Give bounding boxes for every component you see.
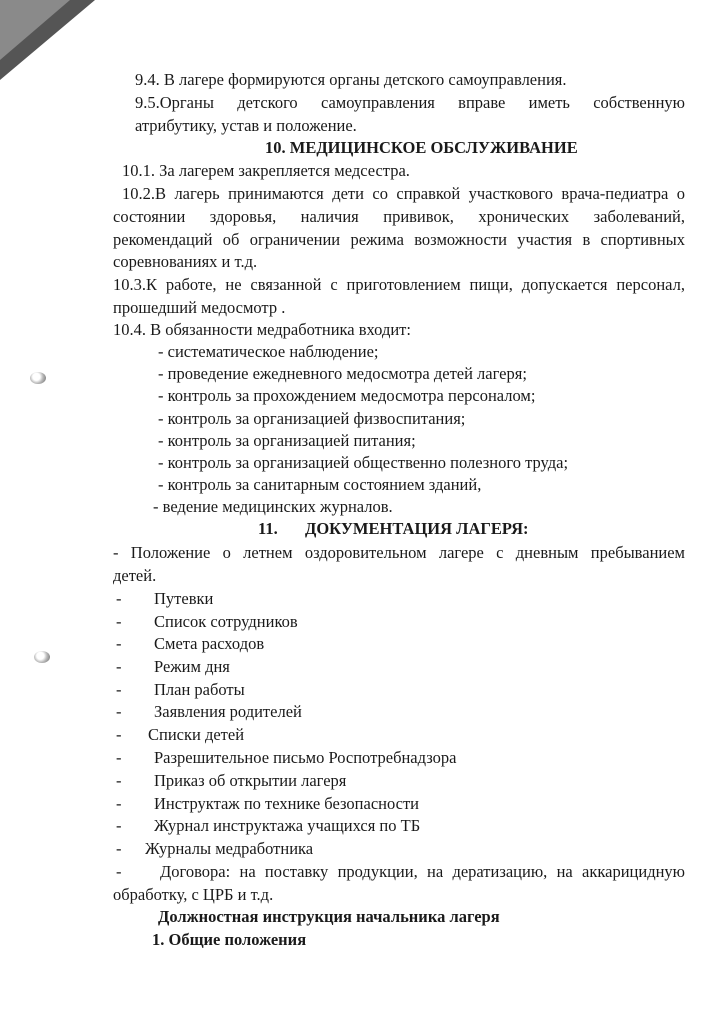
paragraph-10-4: 10.4. В обязанности медработника входит: [113, 320, 411, 339]
list-dash: - [116, 702, 122, 721]
doc-item: Список сотрудников [154, 612, 298, 631]
section-11-number: 11. [258, 519, 278, 538]
doc-item: План работы [154, 680, 245, 699]
doc-item: Заявления родителей [154, 702, 302, 721]
folded-corner-shade [0, 0, 70, 60]
paragraph-10-2-line-2: состоянии здоровья, наличия прививок, хронических заболеваний, [113, 207, 685, 226]
list-dash: - [116, 589, 122, 608]
paragraph-10-2-line-3: рекомендаций об ограничении режима возможности участия в спортивных [113, 230, 685, 249]
doc-item: Приказ об открытии лагеря [154, 771, 347, 790]
list-dash: - [116, 680, 122, 699]
duty-item: - систематическое наблюдение; [158, 342, 379, 361]
doc-item: Режим дня [154, 657, 230, 676]
section-11-heading: ДОКУМЕНТАЦИЯ ЛАГЕРЯ: [305, 519, 529, 538]
list-dash: - [116, 862, 122, 881]
duty-item: - контроль за организацией физвоспитания; [158, 409, 466, 428]
duty-item: - контроль за санитарным состоянием зданий, [158, 475, 482, 494]
list-dash: - [116, 839, 122, 858]
job-description-title: Должностная инструкция начальника лагеря [158, 907, 500, 926]
list-dash: - [116, 794, 122, 813]
list-dash: - [116, 634, 122, 653]
paragraph-10-3-line-2: прошедший медосмотр . [113, 298, 286, 317]
punch-hole-top [30, 372, 46, 384]
doc-item-contracts-line-2: обработку, с ЦРБ и т.д. [113, 885, 274, 904]
doc-item: Разрешительное письмо Роспотребнадзора [154, 748, 457, 767]
list-dash: - [116, 816, 122, 835]
paragraph-9-5-line-1: 9.5.Органы детского самоуправления вправе иметь собственную [135, 93, 685, 112]
list-dash: - [116, 771, 122, 790]
doc-item: Журналы медработника [145, 839, 314, 858]
duty-item: - контроль за организацией питания; [158, 431, 416, 450]
doc-item: Путевки [154, 589, 214, 608]
paragraph-10-1: 10.1. За лагерем закрепляется медсестра. [122, 161, 410, 180]
doc-item: Журнал инструктажа учащихся по ТБ [154, 816, 421, 835]
list-dash: - [116, 612, 122, 631]
paragraph-9-4: 9.4. В лагере формируются органы детского самоуправления. [135, 70, 567, 89]
doc-item-contracts-line-1: Договора: на поставку продукции, на дератизацию, на аккарицидную [160, 862, 685, 881]
paragraph-10-2-line-4: соревнованиях и т.д. [113, 252, 258, 271]
paragraph-10-2-line-1: 10.2.В лагерь принимаются дети со справкой участкового врача-педиатра о [122, 184, 685, 203]
doc-item-regulation-line-1: - Положение о летнем оздоровительном лагере с дневным пребыванием [113, 543, 685, 562]
general-provisions-heading: 1. Общие положения [152, 930, 307, 949]
punch-hole-bottom [34, 651, 50, 663]
doc-item: Списки детей [148, 725, 245, 744]
duty-item: - контроль за прохождением медосмотра персоналом; [158, 386, 536, 405]
doc-item: Смета расходов [154, 634, 265, 653]
list-dash: - [116, 748, 122, 767]
paragraph-9-5-line-2: атрибутику, устав и положение. [135, 116, 357, 135]
paragraph-10-3-line-1: 10.3.К работе, не связанной с приготовлением пищи, допускается персонал, [113, 275, 685, 294]
doc-item: Инструктаж по технике безопасности [154, 794, 420, 813]
duty-item: - ведение медицинских журналов. [153, 497, 393, 516]
list-dash: - [116, 725, 122, 744]
doc-item-regulation-line-2: детей. [113, 566, 157, 585]
duty-item: - контроль за организацией общественно полезного труда; [158, 453, 569, 472]
list-dash: - [116, 657, 122, 676]
section-10-heading: 10. МЕДИЦИНСКОЕ ОБСЛУЖИВАНИЕ [265, 138, 578, 157]
duty-item: - проведение ежедневного медосмотра детей лагеря; [158, 364, 527, 383]
